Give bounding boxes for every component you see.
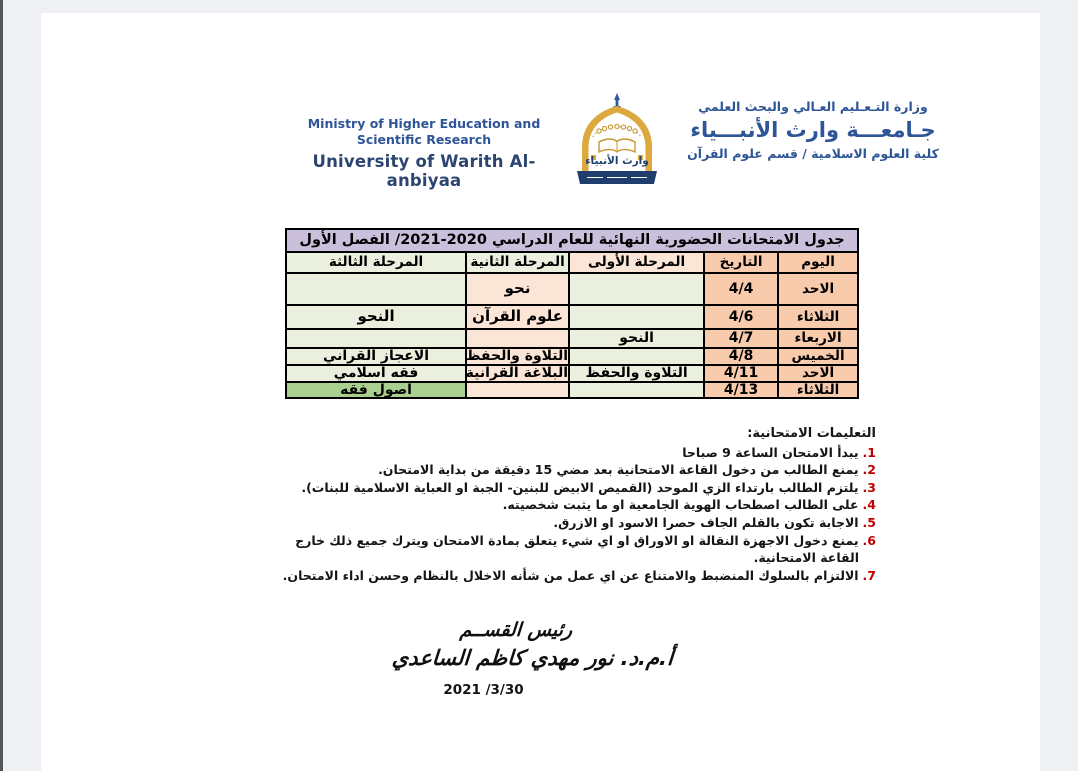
ministry-name-line2: Scientific Research — [356, 132, 492, 147]
table-row — [286, 382, 858, 399]
instruction-text: الاجابة تكون بالقلم الجاف حصرا الاسود او الازرق. — [553, 514, 859, 530]
table-row — [286, 348, 858, 365]
document-page — [41, 13, 1040, 771]
stage2-cell: التلاوة والحفظ — [465, 348, 569, 365]
table-row — [286, 305, 858, 329]
university-name-english: University of Warith Al- anbiyaa — [312, 152, 536, 190]
day-cell: الاحد — [778, 365, 858, 382]
instruction-item — [276, 496, 876, 514]
instructions-title: التعليمات الامتحانية: — [747, 426, 876, 441]
english-header-block — [284, 116, 564, 190]
stage2-cell: البلاغة القرانية — [465, 365, 569, 381]
signature-date: 2021 /3/30 — [443, 682, 524, 698]
stage1-cell: النحو — [569, 329, 704, 348]
stage3-cell: النحو — [286, 305, 466, 329]
day-cell: الثلاثاء — [778, 382, 858, 399]
stage1-cell — [569, 348, 704, 365]
table-title: جدول الامتحانات الحضورية النهائية للعام الدراسي 2020-2021/ الفصل الأول — [286, 229, 858, 252]
instruction-text: يبدأ الامتحان الساعة 9 صباحا — [682, 444, 859, 460]
date-cell: 4/11 — [704, 365, 778, 382]
instruction-item — [276, 444, 876, 462]
column-header-date: التاريخ — [704, 252, 778, 273]
day-cell: الخميس — [778, 348, 858, 365]
instruction-number: 1. — [862, 444, 876, 460]
instruction-number: 4. — [862, 497, 876, 513]
signature-title: رئيس القســم — [458, 619, 573, 641]
instruction-number: 7. — [862, 567, 876, 583]
column-header-stage1: المرحلة الأولى — [569, 252, 704, 273]
university-emblem-icon — [573, 93, 661, 195]
column-header-day: اليوم — [778, 252, 858, 273]
instruction-number: 5. — [862, 514, 876, 530]
stage2-cell: علوم القرآن — [466, 305, 569, 329]
stage1-cell — [569, 305, 704, 329]
instruction-text: يمنع الطالب من دخول القاعة الامتحانية بعد مضي 15 دقيقة من بداية الامتحان. — [378, 462, 859, 478]
date-cell: 4/7 — [704, 329, 778, 348]
day-cell: الثلاثاء — [778, 305, 858, 329]
stage3-cell-highlighted: اصول فقه — [286, 382, 466, 399]
instruction-item — [276, 567, 876, 585]
table-title-row — [286, 229, 858, 252]
exam-schedule-table — [285, 228, 859, 399]
instruction-item — [276, 532, 876, 567]
table-row — [286, 329, 858, 348]
stage1-cell: التلاوة والحفظ — [569, 365, 704, 382]
instruction-item — [276, 514, 876, 532]
stage1-cell — [569, 273, 704, 305]
viewer-edge-strip — [0, 0, 3, 771]
instruction-text: يلتزم الطالب بارتداء الزي الموحد (القميص الابيض للبنين- الجبة او العباية الاسلامية للبنات). — [301, 479, 859, 495]
stage3-cell — [286, 329, 466, 348]
day-cell: الاربعاء — [778, 329, 858, 348]
table-header-row — [286, 252, 858, 273]
date-cell: 4/6 — [704, 305, 778, 329]
university-name-arabic: جـامعـــة وارث الأنبـــياء — [690, 118, 936, 142]
exam-instructions — [276, 425, 876, 584]
college-department-arabic: كلية العلوم الاسلامية / قسم علوم القرآن — [687, 146, 939, 161]
column-header-stage2: المرحلة الثانية — [466, 252, 569, 273]
instruction-number: 2. — [862, 462, 876, 478]
arabic-header-block — [685, 99, 941, 162]
university-logo — [573, 93, 661, 195]
instruction-item — [276, 461, 876, 479]
stage3-cell: فقه اسلامي — [286, 365, 466, 382]
stage2-cell: نحو — [466, 273, 569, 305]
date-cell: 4/8 — [704, 348, 778, 365]
instruction-number: 6. — [862, 532, 876, 548]
ministry-name-arabic: وزارة التـعـليم العـالي والبحث العلمي — [698, 99, 928, 114]
stage3-cell: الاعجاز القرآني — [286, 348, 466, 365]
stage2-cell — [466, 382, 569, 399]
instruction-text: يمنع دخول الاجهزة النقالة او الاوراق او اي شيء يتعلق بمادة الامتحان ويترك جميع ذلك خارج القاعة الامتحانية. — [295, 532, 859, 566]
instruction-text: على الطالب اصطحاب الهوية الجامعية او ما يثبت شخصيته. — [502, 497, 859, 513]
date-cell: 4/13 — [704, 382, 778, 399]
stage2-cell — [466, 329, 569, 348]
signature-name: أ.م.د. نور مهدي كاظم الساعدي — [391, 646, 674, 670]
date-cell: 4/4 — [704, 273, 778, 305]
day-cell: الاحد — [778, 273, 858, 305]
stage3-cell — [286, 273, 466, 305]
column-header-stage3: المرحلة الثالثة — [286, 252, 466, 273]
svg-text:وارث الأنبياء: وارث الأنبياء — [585, 155, 649, 167]
stage1-cell — [569, 382, 704, 399]
instruction-text: الالتزام بالسلوك المنضبط والامتناع عن اي عمل من شأنه الاخلال بالنظام وحسن اداء الامتحان. — [282, 567, 859, 583]
ministry-name-line1: Ministry of Higher Education and — [307, 116, 541, 131]
table-row — [286, 365, 858, 382]
instruction-item — [276, 479, 876, 497]
instruction-number: 3. — [862, 479, 876, 495]
table-row — [286, 273, 858, 305]
